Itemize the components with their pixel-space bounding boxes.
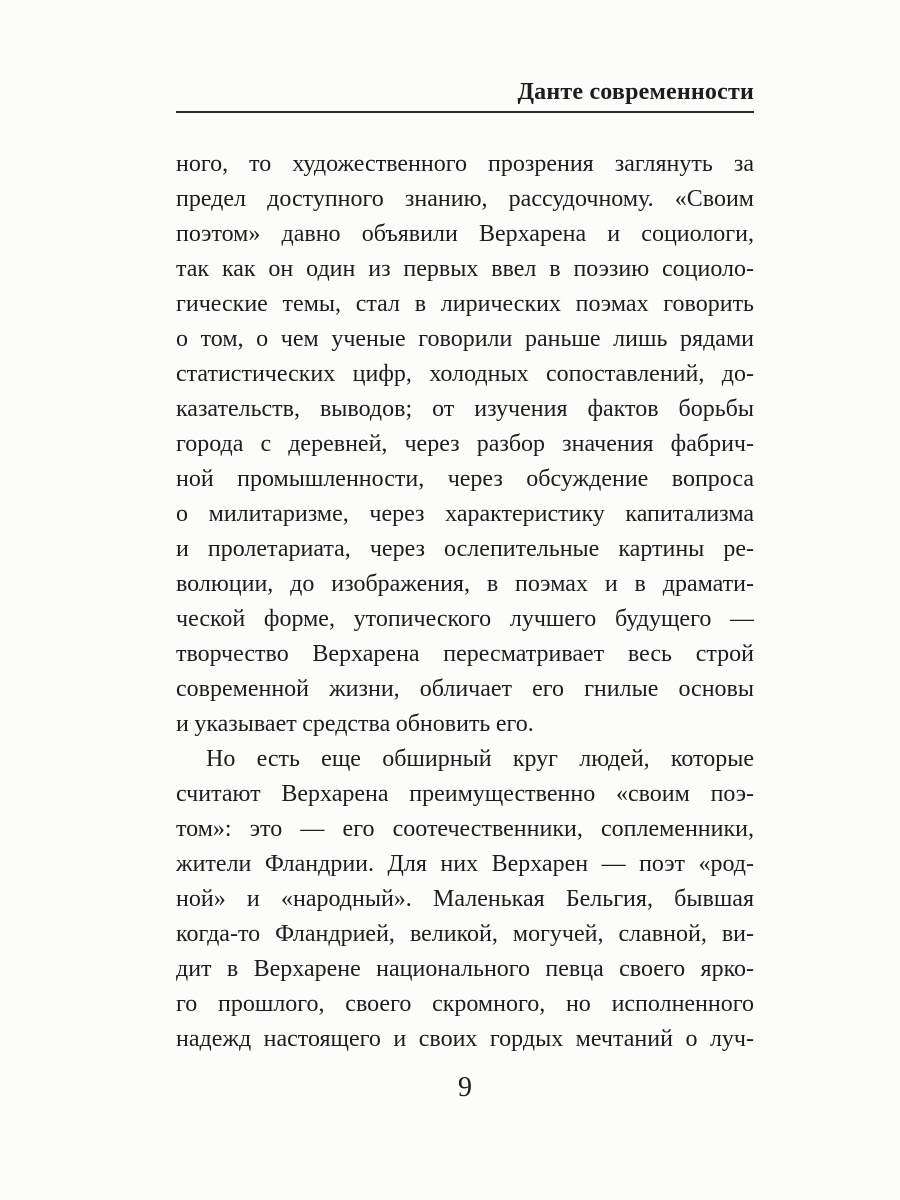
text-line: так как он один из первых ввел в поэзию социоло- (176, 256, 754, 282)
text-line: о том, о чем ученые говорили раньше лишь рядами (176, 326, 754, 352)
text-line: ной промышленности, через обсуждение вопроса (176, 466, 754, 492)
text-line: творчество Верхарена пересматривает весь строй (176, 641, 754, 667)
text-line: считают Верхарена преимущественно «своим поэ- (176, 781, 754, 807)
text-line: казательств, выводов; от изучения фактов борьбы (176, 396, 754, 422)
text-line: гические темы, стал в лирических поэмах говорить (176, 291, 754, 317)
text-line: современной жизни, обличает его гнилые основы (176, 676, 754, 702)
text-line: жители Фландрии. Для них Верхарен — поэт «род- (176, 851, 754, 877)
page-number: 9 (458, 1072, 472, 1103)
text-line: ной» и «народный». Маленькая Бельгия, бывшая (176, 886, 754, 912)
running-header: Данте современности (176, 78, 754, 113)
text-line: надежд настоящего и своих гордых мечтаний о луч- (176, 1026, 754, 1052)
text-line: ного, то художественного прозрения заглянуть за (176, 151, 754, 177)
text-line: города с деревней, через разбор значения фабрич- (176, 431, 754, 457)
text-line: волюции, до изображения, в поэмах и в драмати- (176, 571, 754, 597)
text-line: статистических цифр, холодных сопоставлений, до- (176, 361, 754, 387)
text-line: том»: это — его соотечественники, соплеменники, (176, 816, 754, 842)
text-line: предел доступного знанию, рассудочному. «Своим (176, 186, 754, 212)
text-line: го прошлого, своего скромного, но исполненного (176, 991, 754, 1017)
page-body (176, 147, 754, 1057)
text-line: ческой форме, утопического лучшего будущего — (176, 606, 754, 632)
text-line-paragraph-start: Но есть еще обширный круг людей, которые (206, 746, 754, 772)
text-line: поэтом» давно объявили Верхарена и социологи, (176, 221, 754, 247)
text-line-paragraph-end: и указывает средства обновить его. (176, 711, 534, 737)
text-line: дит в Верхарене национального певца своего ярко- (176, 956, 754, 982)
text-line: и пролетариата, через ослепительные картины ре- (176, 536, 754, 562)
text-line: когда-то Фландрией, великой, могучей, славной, ви- (176, 921, 754, 947)
text-line: о милитаризме, через характеристику капитализма (176, 501, 754, 527)
